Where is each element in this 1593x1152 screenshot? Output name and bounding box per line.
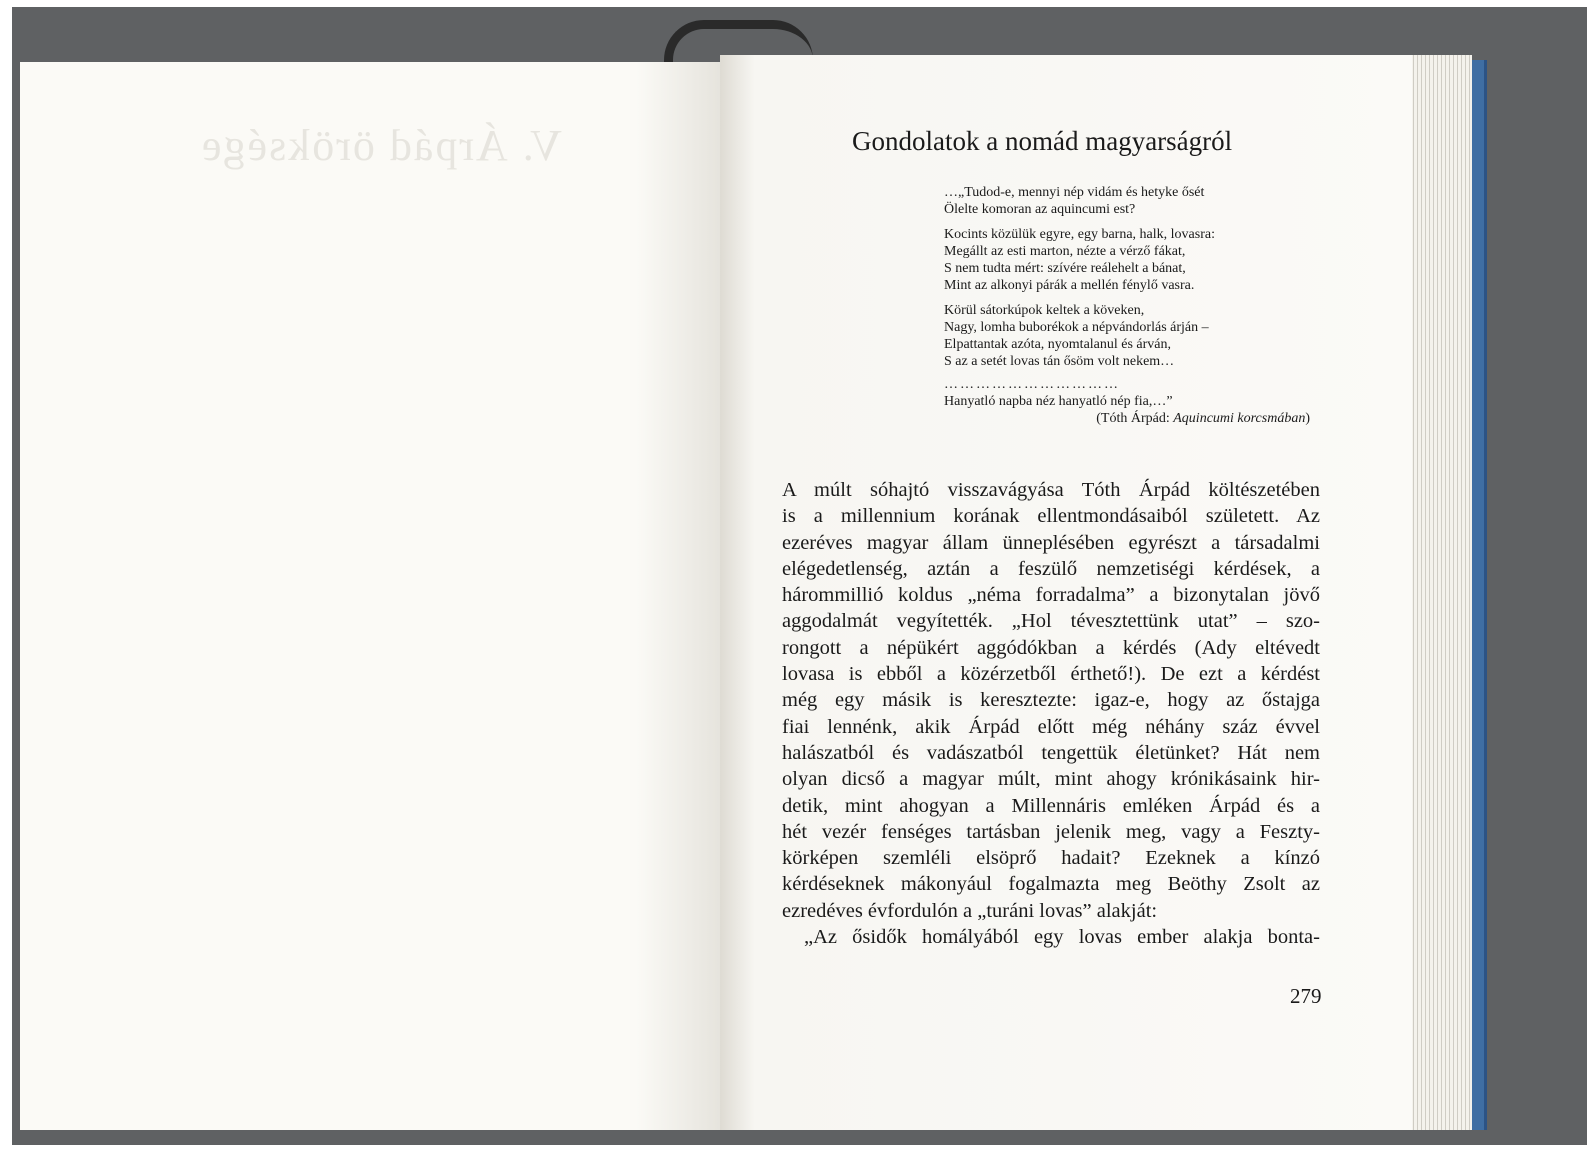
body-paragraph [782, 477, 1320, 950]
body-line: körképen szemléli elsöprő hadait? Ezeknek a kínzó [782, 847, 1320, 870]
body-line: lovasa is ebből a közérzetből érthető!). De ezt a kérdést [782, 663, 1320, 686]
body-line: még egy másik is keresztezte: igaz-e, hogy az őstajga [782, 689, 1320, 712]
body-line: „Az ősidők homályából egy lovas ember alakja bonta- [804, 926, 1320, 949]
body-line: fiai lennénk, akik Árpád előtt még néhány száz évvel [782, 715, 1320, 738]
epigraph-line: Mint az alkonyi párák a mellén fénylő vasra. [944, 278, 1195, 293]
epigraph-line: S nem tudta mért: szívére reálehelt a bánat, [944, 261, 1186, 276]
epigraph-attribution [944, 410, 1310, 427]
body-line: olyan dicső a magyar múlt, mint ahogy krónikásaink hir- [782, 768, 1320, 791]
epigraph-line: Körül sátorkúpok keltek a köveken, [944, 303, 1145, 318]
body-line: is a millennium korának ellentmondásaiból született. Az [782, 505, 1320, 528]
epigraph-line: Ölelte komoran az aquincumi est? [944, 202, 1136, 217]
body-line: elégedetlenség, aztán a feszülő nemzetiségi kérdések, a [782, 557, 1320, 580]
left-page-bleedthrough-text: V. Árpád öröksége [200, 121, 562, 170]
epigraph-stanza-3 [944, 302, 1314, 370]
body-line: ezeréves magyar állam ünneplésében egyrészt a társadalmi [782, 531, 1320, 554]
left-page [20, 62, 720, 1130]
page-block-edge [1410, 55, 1472, 1130]
epigraph-line: Megállt az esti marton, nézte a vérző fákat, [944, 244, 1186, 259]
epigraph [944, 184, 1314, 427]
epigraph-ellipsis: …………………………… [944, 377, 1120, 392]
body-line: kérdéseknek mákonyául fogalmazta meg Beöthy Zsolt az [782, 873, 1320, 896]
epigraph-closing-line: Hanyatló napba néz hanyatló nép fia,…” [944, 394, 1173, 409]
epigraph-line: …„Tudod-e, mennyi nép vidám és hetyke ősét [944, 185, 1205, 200]
epigraph-line: Kocints közülük egyre, egy barna, halk, lovasra: [944, 227, 1215, 242]
epigraph-stanza-1 [944, 184, 1314, 218]
attribution-prefix: (Tóth Árpád: [1096, 411, 1174, 426]
body-line: halászatból és vadászatból tengettük életünket? Hát nem [782, 741, 1320, 764]
body-line: A múlt sóhajtó visszavágyása Tóth Árpád költészetében [782, 479, 1320, 501]
epigraph-line: Elpattantak azóta, nyomtalanul és árván, [944, 337, 1172, 352]
chapter-title: Gondolatok a nomád magyarságról [852, 126, 1233, 156]
attribution-suffix: ) [1305, 411, 1310, 426]
attribution-title: Aquincumi korcsmában [1173, 411, 1306, 426]
body-line: hét vezér fenséges tartásban jelenik meg, vagy a Feszty- [782, 820, 1320, 843]
body-line: hárommillió koldus „néma forradalma” a bizonytalan jövő [782, 584, 1320, 607]
body-line: aggodalmát vegyítették. „Hol tévesztettünk utat” – szo- [782, 610, 1320, 633]
body-line: rongott a népükért aggódókban a kérdés (Ady eltévedt [782, 636, 1320, 659]
epigraph-line: Nagy, lomha buborékok a népvándorlás árján – [944, 320, 1209, 335]
body-line: detik, mint ahogyan a Millennáris emléken Árpád és a [782, 794, 1320, 817]
epigraph-line: S az a setét lovas tán ősöm volt nekem… [944, 354, 1175, 369]
page-number: 279 [1290, 984, 1322, 1008]
body-line: ezredéves évfordulón a „turáni lovas” alakját: [782, 899, 1158, 922]
epigraph-stanza-2 [944, 226, 1314, 294]
